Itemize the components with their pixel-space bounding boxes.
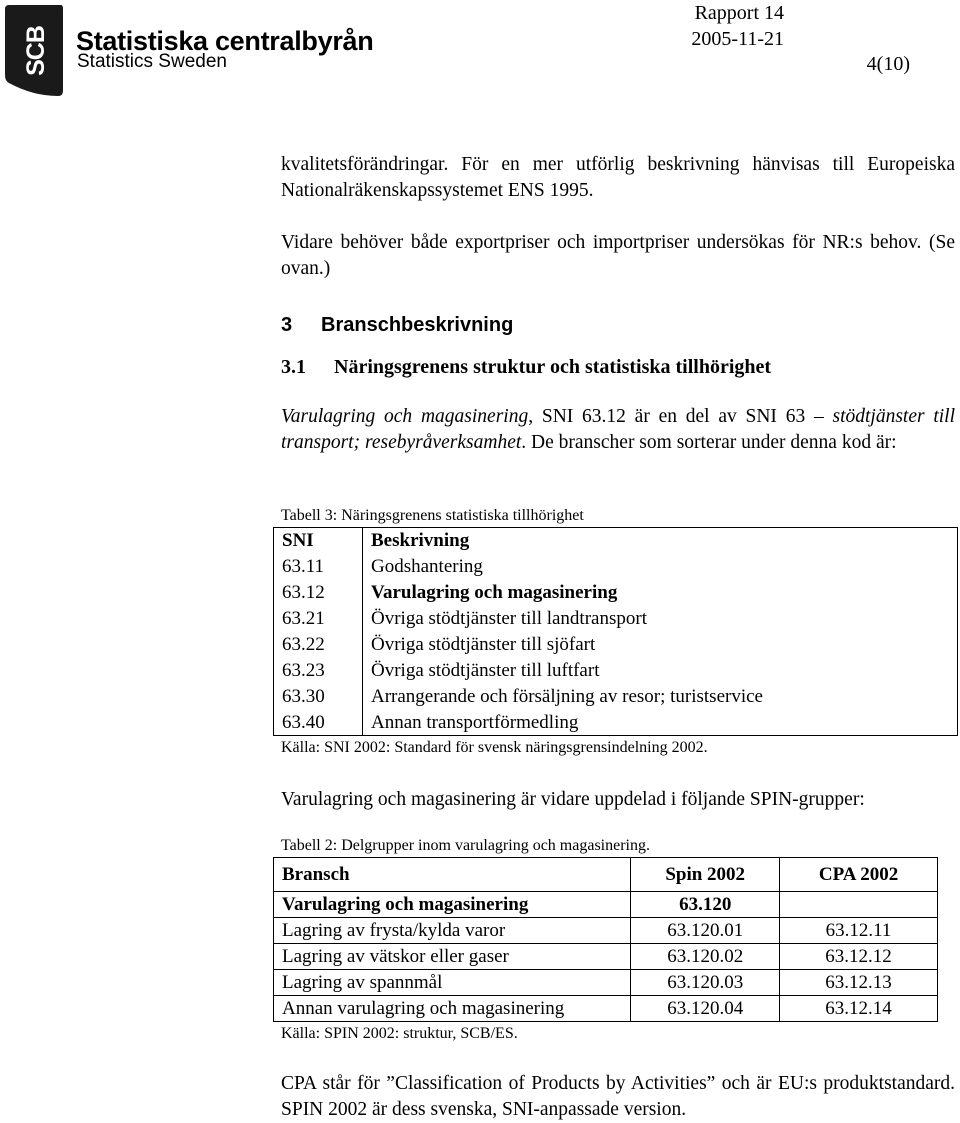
subsection-heading [281, 354, 771, 380]
table-row [274, 606, 958, 632]
spin-cell: 63.120.01 [631, 918, 780, 944]
spin-table [273, 857, 938, 1022]
sni-description: Varulagring och magasinering [371, 582, 618, 604]
sni-code: 63.12 [274, 580, 363, 606]
table-row [274, 996, 938, 1022]
table2-caption: Tabell 2: Delgrupper inom varulagring och magasinering. [281, 837, 650, 854]
section-title: Branschbeskrivning [321, 314, 514, 336]
section-number: 3 [281, 314, 293, 336]
table2-source: Källa: SPIN 2002: struktur, SCB/ES. [281, 1025, 518, 1042]
paragraph-spin-groups: Varulagring och magasinering är vidare uppdelad i följande SPIN-grupper: [281, 789, 865, 810]
sni-code: 63.30 [274, 683, 363, 709]
table3-caption: Tabell 3: Näringsgrenens statistiska tillhörighet [281, 507, 584, 524]
bransch-cell: Varulagring och magasinering [274, 892, 631, 918]
table-row [274, 918, 938, 944]
paragraph-continuation: kvalitetsförändringar. För en mer utförlig beskrivning hänvisas till Europeiska Nationalräkenskapssystemet ENS 1995. [281, 154, 955, 201]
organization-name-english: Statistics Sweden [77, 51, 227, 72]
table-row [274, 944, 938, 970]
table-row [274, 709, 958, 735]
bransch-cell: Lagring av spannmål [274, 970, 631, 996]
sni-description: Övriga stödtjänster till landtransport [371, 608, 647, 630]
table-header-row [274, 858, 938, 892]
bransch-cell: Lagring av frysta/kylda varor [274, 918, 631, 944]
paragraph-text: , SNI 63.12 är en del av SNI 63 – [528, 406, 833, 427]
sni-description: Arrangerande och försäljning av resor; turistservice [371, 685, 763, 707]
spin-cell: 63.120 [631, 892, 780, 918]
table-row [274, 657, 958, 683]
logo-letters: SCB [22, 26, 50, 76]
table-row [274, 554, 958, 580]
sni-description: Övriga stödtjänster till sjöfart [371, 634, 596, 655]
italic-term: Varulagring och magasinering [281, 406, 529, 427]
column-header: Beskrivning [371, 530, 470, 552]
paragraph-classification [281, 404, 955, 456]
subsection-title: Näringsgrenens struktur och statistiska tillhörighet [334, 356, 772, 378]
column-header: CPA 2002 [780, 858, 938, 892]
table-row [274, 632, 958, 658]
table-group-row [274, 892, 938, 918]
table-header-row [274, 528, 958, 554]
organization-name: Statistiska centralbyrån [76, 26, 374, 56]
spin-cell: 63.120.02 [631, 944, 780, 970]
sni-code: 63.21 [274, 606, 363, 632]
bransch-cell: Annan varulagring och magasinering [274, 996, 631, 1022]
table-row [274, 683, 958, 709]
column-header: Spin 2002 [631, 858, 780, 892]
cpa-cell: 63.12.13 [780, 970, 938, 996]
sni-code: 63.22 [274, 632, 363, 658]
table3-source: Källa: SNI 2002: Standard för svensk näringsgrensindelning 2002. [281, 739, 708, 756]
section-heading [281, 312, 513, 338]
spin-cell: 63.120.04 [631, 996, 780, 1022]
page-number: 4(10) [866, 53, 910, 75]
cpa-cell: 63.12.14 [780, 996, 938, 1022]
sni-description: Godshantering [371, 556, 483, 578]
sni-table [273, 527, 958, 736]
column-header: Bransch [274, 858, 631, 892]
sni-code: 63.23 [274, 657, 363, 683]
sni-code: 63.40 [274, 709, 363, 735]
report-date: 2005-11-21 [691, 28, 784, 50]
paragraph-cpa: CPA står för ”Classification of Products by Activities” och är EU:s produktstandard. SPIN 2002 är dess svenska, SNI-anpassade version. [281, 1073, 955, 1120]
scb-logo-icon [3, 3, 67, 98]
sni-description: Övriga stödtjänster till luftfart [371, 659, 600, 681]
sni-code: 63.11 [274, 554, 363, 580]
bransch-cell: Lagring av vätskor eller gaser [274, 944, 631, 970]
subsection-number: 3.1 [281, 356, 306, 378]
cpa-cell: 63.12.11 [780, 918, 938, 944]
paragraph-text: . De branscher som sorterar under denna kod är: [521, 432, 897, 453]
column-header: SNI [274, 528, 363, 554]
report-number: Rapport 14 [694, 2, 784, 24]
cpa-cell: 63.12.12 [780, 944, 938, 970]
cpa-cell [780, 892, 938, 918]
sni-description: Annan transportförmedling [371, 711, 579, 733]
table-row-highlighted [274, 580, 958, 606]
paragraph-prices: Vidare behöver både exportpriser och importpriser undersökas för NR:s behov. (Se ovan.) [281, 232, 955, 279]
italic-term: stödtjänster till transport; resebyråverksamhet [281, 406, 956, 453]
spin-cell: 63.120.03 [631, 970, 780, 996]
table-row [274, 970, 938, 996]
